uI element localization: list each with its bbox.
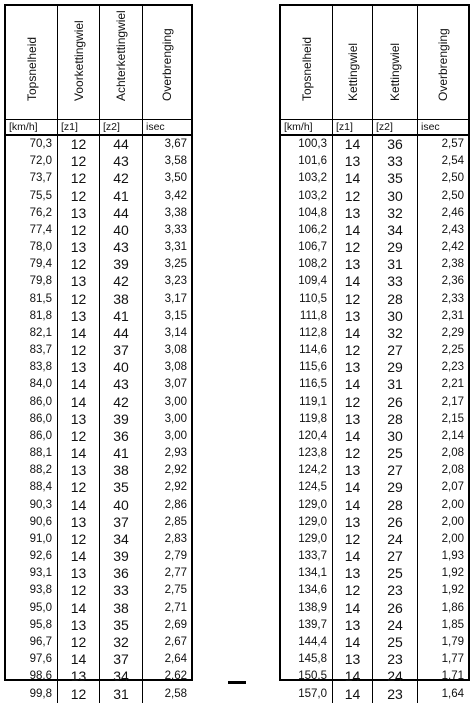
table-cell: 13	[344, 462, 361, 479]
table-cell: 2,23	[441, 361, 464, 374]
table-cell: 3,00	[164, 412, 187, 425]
table-cell: 3,08	[164, 344, 187, 357]
table-cell: 1,92	[441, 567, 464, 580]
table-cell: 3,08	[164, 361, 187, 374]
table-cell: 2,85	[164, 515, 187, 528]
table-cell: 2,69	[164, 618, 187, 631]
unit-speed: [km/h]	[6, 120, 58, 134]
units-row	[281, 120, 468, 136]
table-cell: 13	[344, 616, 361, 633]
table-cell: 27	[387, 548, 403, 565]
table-cell: 14	[344, 273, 361, 290]
table-cell: 111,8	[299, 309, 327, 322]
table-cell: 35	[113, 479, 129, 496]
table-cell: 12	[344, 187, 361, 204]
column-speed	[281, 136, 333, 703]
header-gear-ratio: Overbrenging	[160, 28, 174, 101]
table-cell: 133,7	[298, 550, 327, 563]
units-row	[6, 120, 191, 136]
table-cell: 14	[344, 479, 361, 496]
table-cell: 12	[344, 445, 361, 462]
table-cell: 2,17	[441, 395, 464, 408]
table-cell: 32	[113, 633, 129, 650]
table-cell: 100,3	[298, 138, 327, 150]
table-cell: 12	[70, 170, 87, 187]
table-cell: 2,31	[441, 309, 464, 322]
table-cell: 14	[344, 548, 361, 565]
table-cell: 2,83	[164, 532, 187, 545]
table-cell: 36	[387, 136, 403, 152]
table-cell: 14	[344, 685, 361, 702]
table-cell: 2,33	[441, 292, 464, 305]
table-cell: 13	[70, 565, 87, 582]
table-cell: 14	[70, 445, 87, 462]
table-cell: 39	[113, 410, 129, 427]
table-cell: 37	[113, 513, 129, 530]
table-cell: 29	[387, 359, 403, 376]
table-cell: 150,5	[298, 670, 327, 683]
table-cell: 12	[70, 342, 87, 359]
table-cell: 3,33	[164, 223, 187, 236]
table-cell: 14	[344, 136, 361, 152]
table-cell: 14	[70, 376, 87, 393]
table-cell: 40	[113, 221, 129, 238]
table-cell: 40	[113, 496, 129, 513]
table-cell: 116,5	[299, 378, 327, 391]
table-cell: 32	[387, 204, 403, 221]
gear-table-left	[4, 4, 193, 702]
table-cell: 28	[387, 410, 403, 427]
table-cell: 2,92	[164, 464, 187, 477]
table-cell: 106,2	[298, 223, 327, 236]
table-cell: 12	[344, 530, 361, 547]
table-cell: 26	[387, 599, 403, 616]
table-cell: 110,5	[299, 292, 327, 305]
table-cell: 13	[344, 256, 361, 273]
table-cell: 3,38	[164, 206, 187, 219]
table-cell: 134,1	[298, 567, 327, 580]
table-cell: 27	[387, 462, 403, 479]
table-cell: 13	[70, 359, 87, 376]
table-cell: 25	[387, 565, 403, 582]
table-cell: 2,62	[164, 670, 187, 683]
table-cell: 42	[113, 393, 129, 410]
table-cell: 38	[113, 290, 129, 307]
table-cell: 35	[113, 616, 129, 633]
table-cell: 12	[70, 256, 87, 273]
table-cell: 12	[70, 290, 87, 307]
table-cell: 106,7	[298, 241, 327, 254]
footer-mark	[228, 681, 246, 684]
table-cell: 2,25	[441, 344, 464, 357]
table-cell: 2,00	[441, 515, 464, 528]
table-cell: 2,92	[164, 481, 187, 494]
table-cell: 12	[70, 153, 87, 170]
table-cell: 2,57	[441, 138, 464, 150]
table-cell: 12	[70, 479, 87, 496]
table-cell: 29	[387, 239, 403, 256]
table-cell: 43	[113, 153, 129, 170]
table-cell: 3,58	[164, 155, 187, 168]
table-cell: 145,8	[298, 653, 327, 666]
table-cell: 23	[387, 685, 403, 702]
unit-z1: [z1]	[333, 120, 373, 134]
table-cell: 2,71	[164, 601, 187, 614]
column-speed	[6, 136, 58, 703]
table-cell: 13	[70, 239, 87, 256]
table-cell: 104,8	[298, 206, 327, 219]
table-cell: 3,15	[164, 309, 187, 322]
table-cell: 14	[344, 427, 361, 444]
table-cell: 14	[344, 376, 361, 393]
table-cell: 1,92	[441, 584, 464, 597]
table-cell: 13	[344, 410, 361, 427]
table-cell: 144,4	[298, 635, 327, 648]
table-cell: 33	[387, 153, 403, 170]
table-cell: 13	[70, 513, 87, 530]
table-cell: 34	[113, 530, 129, 547]
table-cell: 2,43	[441, 223, 464, 236]
table-cell: 44	[113, 136, 129, 152]
table-cell: 13	[70, 273, 87, 290]
table-cell: 44	[113, 324, 129, 341]
table-cell: 12	[70, 427, 87, 444]
unit-z2: [z2]	[373, 120, 418, 134]
table-cell: 28	[387, 290, 403, 307]
table-cell: 43	[113, 239, 129, 256]
table-cell: 82,1	[29, 326, 52, 339]
column-z2	[373, 136, 418, 703]
column-ratio	[143, 136, 191, 703]
table-cell: 43	[113, 376, 129, 393]
table-cell: 12	[344, 393, 361, 410]
header-rear-sprocket: Achterkettingwiel	[100, 6, 143, 119]
table-cell: 79,4	[29, 258, 52, 271]
table-cell: 30	[387, 187, 403, 204]
table-cell: 25	[387, 445, 403, 462]
table-cell: 119,8	[299, 412, 327, 425]
table-cell: 138,9	[298, 601, 327, 614]
table-cell: 34	[113, 668, 129, 685]
table-cell: 1,85	[441, 618, 464, 631]
unit-z2: [z2]	[100, 120, 143, 134]
table-cell: 2,67	[164, 635, 187, 648]
table-cell: 13	[344, 513, 361, 530]
table-cell: 3,31	[164, 241, 187, 254]
table-cell: 37	[113, 342, 129, 359]
table-cell: 86,0	[29, 429, 52, 442]
table-cell: 91,0	[29, 532, 52, 545]
table-cell: 12	[344, 290, 361, 307]
table-cell: 88,1	[29, 447, 52, 460]
table-cell: 14	[344, 668, 361, 685]
table-cell: 31	[113, 685, 129, 702]
table-cell: 79,8	[29, 275, 52, 288]
column-z1	[333, 136, 373, 703]
table-cell: 41	[113, 445, 129, 462]
table-cell: 14	[344, 221, 361, 238]
table-cell: 2,38	[441, 258, 464, 271]
table-cell: 2,54	[441, 155, 464, 168]
table-cell: 129,0	[298, 532, 327, 545]
table-cell: 3,25	[164, 258, 187, 271]
table-cell: 2,21	[441, 378, 464, 391]
table-cell: 108,2	[298, 258, 327, 271]
table-cell: 2,29	[441, 326, 464, 339]
header-top-speed: Topsnelheid	[281, 6, 333, 119]
table-cell: 14	[70, 496, 87, 513]
table-cell: 2,50	[441, 172, 464, 185]
table-cell: 103,2	[298, 172, 327, 185]
table-cell: 1,93	[441, 550, 464, 563]
table-cell: 124,2	[298, 464, 327, 477]
table-cell: 13	[70, 307, 87, 324]
table-cell: 3,17	[164, 292, 187, 305]
table-cell: 36	[113, 565, 129, 582]
table-cell: 2,42	[441, 241, 464, 254]
table-cell: 95,8	[29, 618, 52, 631]
table-cell: 24	[387, 616, 403, 633]
table-cell: 72,0	[29, 155, 52, 168]
table-cell: 33	[387, 273, 403, 290]
table-cell: 13	[344, 359, 361, 376]
table-cell: 157,0	[298, 687, 327, 700]
table-cell: 29	[387, 479, 403, 496]
table-cell: 2,79	[164, 550, 187, 563]
table-cell: 2,15	[441, 412, 464, 425]
table-cell: 112,8	[299, 326, 327, 339]
table-cell: 2,64	[164, 653, 187, 666]
table-cell: 88,4	[29, 481, 52, 494]
table-cell: 103,2	[298, 189, 327, 202]
table-cell: 101,6	[298, 155, 327, 168]
table-cell: 13	[70, 462, 87, 479]
table-cell: 14	[344, 496, 361, 513]
table-cell: 26	[387, 513, 403, 530]
table-cell: 92,6	[29, 550, 52, 563]
table-cell: 134,6	[298, 584, 327, 597]
column-z2	[100, 136, 143, 703]
table-cell: 40	[113, 359, 129, 376]
table-cell: 109,4	[298, 275, 327, 288]
table-cell: 2,36	[441, 275, 464, 288]
table-cell: 2,14	[441, 429, 464, 442]
table-cell: 2,86	[164, 498, 187, 511]
table-cell: 77,4	[29, 223, 52, 236]
table-cell: 13	[344, 204, 361, 221]
table-cell: 2,77	[164, 567, 187, 580]
table-cell: 14	[344, 324, 361, 341]
table-cell: 2,00	[441, 498, 464, 511]
table-cell: 14	[70, 324, 87, 341]
table-cell: 2,07	[441, 481, 464, 494]
table-cell: 93,1	[29, 567, 52, 580]
table-cell: 83,7	[29, 344, 52, 357]
table-cell: 13	[344, 565, 361, 582]
table-cell: 24	[387, 530, 403, 547]
table-cell: 3,42	[164, 189, 187, 202]
table-cell: 44	[113, 204, 129, 221]
header-row	[6, 6, 191, 120]
header-top-speed: Topsnelheid	[6, 6, 58, 119]
table-cell: 3,00	[164, 395, 187, 408]
table-cell: 98,6	[29, 670, 52, 683]
table-cell: 24	[387, 668, 403, 685]
table-cell: 38	[113, 599, 129, 616]
unit-z1: [z1]	[58, 120, 100, 134]
table-cell: 97,6	[29, 653, 52, 666]
table-cell: 12	[70, 187, 87, 204]
table-cell: 84,0	[29, 378, 52, 391]
header-front-sprocket: Voorkettingwiel	[58, 6, 100, 119]
table-body	[6, 136, 191, 703]
header-sprocket-2: Kettingwiel	[373, 6, 418, 119]
table-cell: 93,8	[29, 584, 52, 597]
table-cell: 73,7	[29, 172, 52, 185]
table-cell: 14	[344, 633, 361, 650]
table-cell: 14	[70, 393, 87, 410]
table-cell: 35	[387, 170, 403, 187]
table-cell: 115,6	[299, 361, 327, 374]
table-cell: 1,77	[441, 653, 464, 666]
table-cell: 129,0	[298, 515, 327, 528]
table-cell: 119,1	[299, 395, 327, 408]
table-cell: 3,14	[164, 326, 187, 339]
table-cell: 2,00	[441, 532, 464, 545]
table-cell: 3,67	[164, 138, 187, 150]
table-cell: 114,6	[299, 344, 327, 357]
table-cell: 12	[344, 342, 361, 359]
table-cell: 2,58	[164, 687, 187, 700]
table-cell: 13	[70, 668, 87, 685]
table-cell: 86,0	[29, 395, 52, 408]
table-cell: 39	[113, 256, 129, 273]
column-z1	[58, 136, 100, 703]
table-cell: 2,46	[441, 206, 464, 219]
table-cell: 12	[70, 221, 87, 238]
table-cell: 139,7	[298, 618, 327, 631]
table-cell: 34	[387, 221, 403, 238]
table-cell: 26	[387, 393, 403, 410]
table-cell: 78,0	[29, 241, 52, 254]
table-cell: 90,3	[29, 498, 52, 511]
table-cell: 12	[70, 582, 87, 599]
table-cell: 1,79	[441, 635, 464, 648]
table-cell: 76,2	[29, 206, 52, 219]
unit-speed: [km/h]	[281, 120, 333, 134]
header-gear-ratio: Overbrenging	[436, 28, 450, 101]
table-cell: 14	[344, 170, 361, 187]
table-cell: 12	[70, 530, 87, 547]
table-cell: 75,5	[29, 189, 52, 202]
table-cell: 23	[387, 582, 403, 599]
table-cell: 32	[387, 324, 403, 341]
gear-table-right	[279, 4, 470, 702]
table-cell: 14	[70, 651, 87, 668]
table-cell: 2,93	[164, 447, 187, 460]
table-cell: 3,23	[164, 275, 187, 288]
table-cell: 14	[70, 599, 87, 616]
table-cell: 13	[70, 410, 87, 427]
table-cell: 120,4	[298, 429, 327, 442]
table-cell: 90,6	[29, 515, 52, 528]
table-cell: 42	[113, 170, 129, 187]
table-cell: 2,08	[441, 464, 464, 477]
table-cell: 23	[387, 651, 403, 668]
table-cell: 42	[113, 273, 129, 290]
table-cell: 3,50	[164, 172, 187, 185]
table-cell: 30	[387, 427, 403, 444]
table-cell: 41	[113, 307, 129, 324]
table-cell: 31	[387, 376, 403, 393]
table-cell: 12	[344, 582, 361, 599]
header-row	[281, 6, 468, 120]
table-cell: 96,7	[29, 635, 52, 648]
table-cell: 3,07	[164, 378, 187, 391]
table-cell: 81,8	[29, 309, 52, 322]
table-cell: 27	[387, 342, 403, 359]
header-sprocket-1: Kettingwiel	[333, 6, 373, 119]
table-cell: 13	[344, 651, 361, 668]
table-cell: 95,0	[29, 601, 52, 614]
table-cell: 13	[70, 616, 87, 633]
table-cell: 70,3	[29, 138, 52, 150]
table-cell: 13	[344, 153, 361, 170]
column-ratio	[418, 136, 468, 703]
table-cell: 28	[387, 496, 403, 513]
table-cell: 12	[70, 633, 87, 650]
table-cell: 124,5	[298, 481, 327, 494]
table-cell: 14	[70, 548, 87, 565]
table-body	[281, 136, 468, 703]
table-cell: 3,00	[164, 429, 187, 442]
table-cell: 13	[344, 307, 361, 324]
unit-ratio: isec	[421, 121, 440, 133]
table-cell: 129,0	[298, 498, 327, 511]
table-cell: 2,50	[441, 189, 464, 202]
table-cell: 12	[344, 239, 361, 256]
table-cell: 1,71	[441, 670, 464, 683]
table-cell: 81,5	[29, 292, 52, 305]
table-cell: 99,8	[29, 687, 52, 700]
table-cell: 25	[387, 633, 403, 650]
unit-ratio: isec	[146, 121, 165, 133]
table-cell: 88,2	[29, 464, 52, 477]
table-cell: 2,08	[441, 447, 464, 460]
table-cell: 41	[113, 187, 129, 204]
table-cell: 86,0	[29, 412, 52, 425]
table-cell: 37	[113, 651, 129, 668]
table-cell: 1,64	[441, 687, 464, 700]
table-cell: 123,8	[298, 447, 327, 460]
table-cell: 39	[113, 548, 129, 565]
table-cell: 1,86	[441, 601, 464, 614]
table-cell: 33	[113, 582, 129, 599]
table-cell: 38	[113, 462, 129, 479]
table-cell: 2,75	[164, 584, 187, 597]
table-cell: 14	[344, 599, 361, 616]
table-cell: 13	[70, 204, 87, 221]
table-cell: 12	[70, 136, 87, 152]
table-cell: 83,8	[29, 361, 52, 374]
table-cell: 30	[387, 307, 403, 324]
table-cell: 12	[70, 685, 87, 702]
table-cell: 31	[387, 256, 403, 273]
table-cell: 36	[113, 427, 129, 444]
